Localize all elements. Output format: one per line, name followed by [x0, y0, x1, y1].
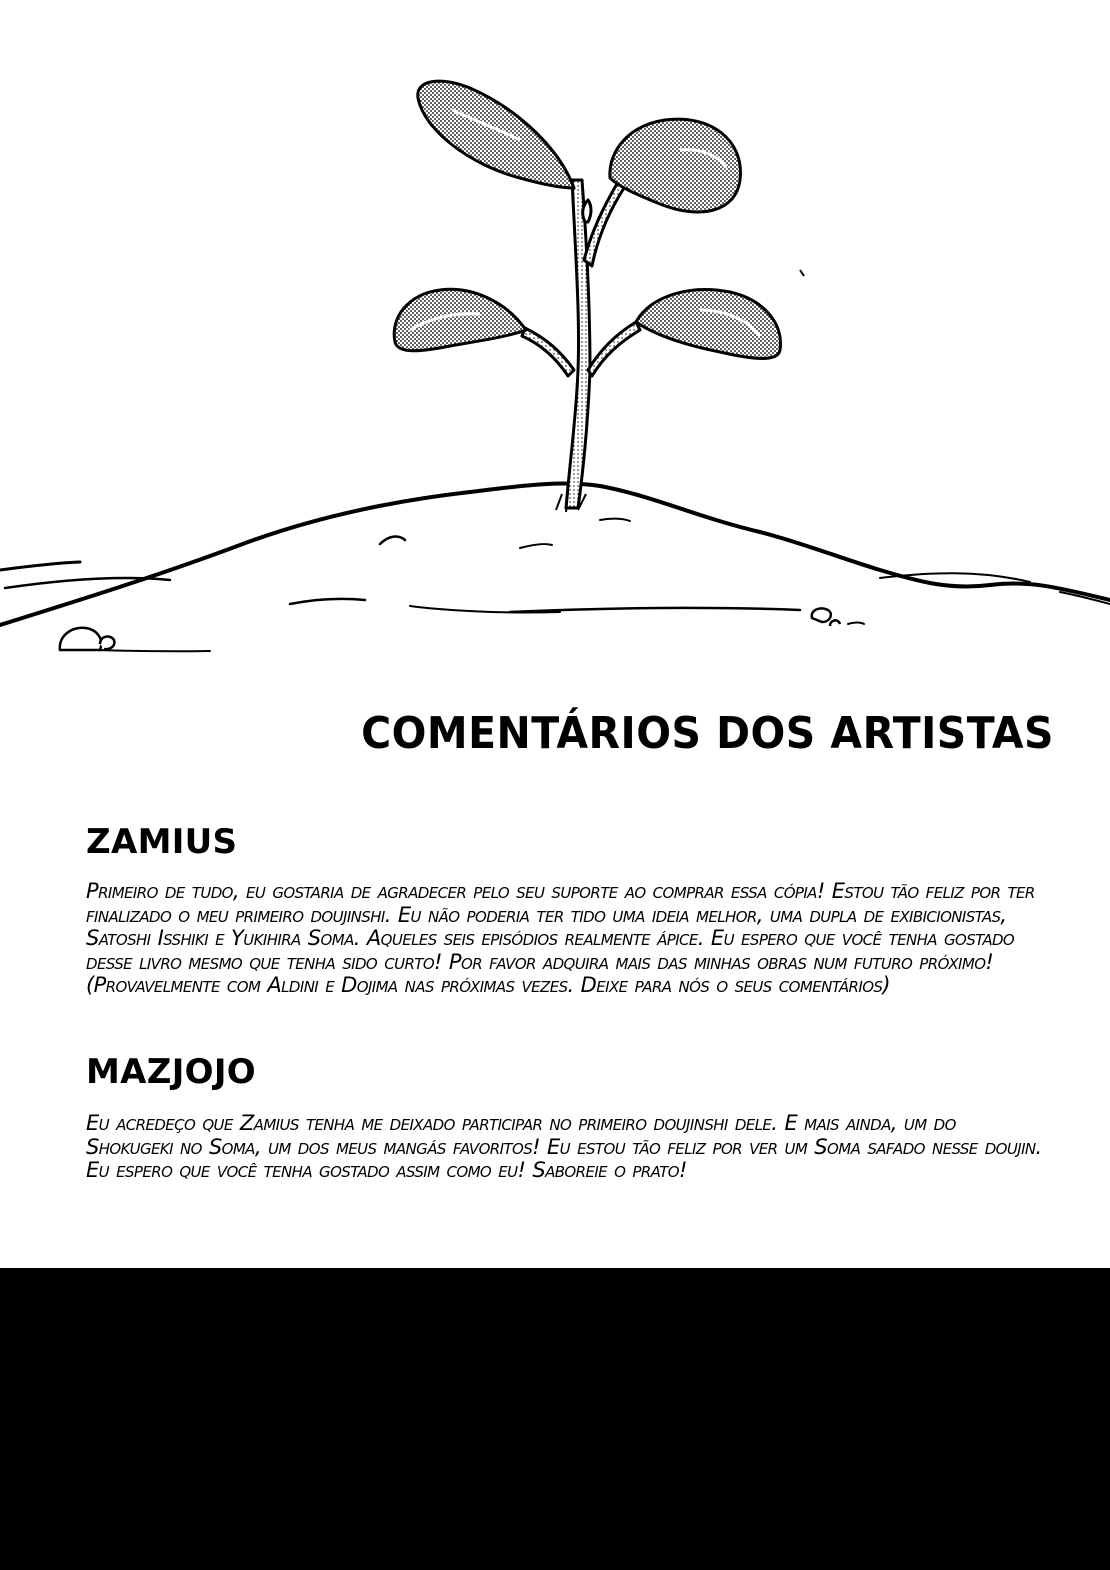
page-title: COMENTÁRIOS DOS ARTISTAS — [361, 708, 1054, 759]
artist-comment-zamius: Primeiro de tudo, eu gostaria de agradecer pelo seu suporte ao comprar essa cópia! Estou tão feliz por ter finalizado o meu primeiro doujinshi. Eu não poderia ter tido uma ideia melhor, uma dupla de exibicionistas, Satoshi Isshiki e Yukihira Soma. Aqueles seis episódios realmente ápice. Eu espero que você tenha gostado desse livro mesmo que tenha sido curto! Por favor adquira mais das minhas obras num futuro próximo! (Provavelmente com Aldini e Dojima nas próximas vezes. Deixe para nós o seus comentários) — [86, 879, 1035, 997]
stem-drawing — [522, 180, 640, 508]
artist-name-mazjojo: MAZJOJO — [86, 1052, 257, 1092]
artist-name-zamius: ZAMIUS — [86, 822, 238, 862]
rock-drawing — [60, 608, 840, 650]
sprout-illustration — [0, 0, 1110, 680]
artist-comment-mazjojo: Eu acredeço que Zamius tenha me deixado participar no primeiro doujinshi dele. E mais ainda, um do Shokugeki no Soma, um dos meus mangás favoritos! Eu estou tão feliz por ver um Soma safado nesse doujin. Eu espero que você tenha gostado assim como eu! Saboreie o prato! — [86, 1111, 1042, 1182]
bottom-black-band — [0, 1268, 1110, 1570]
hill-drawing — [0, 484, 1110, 652]
